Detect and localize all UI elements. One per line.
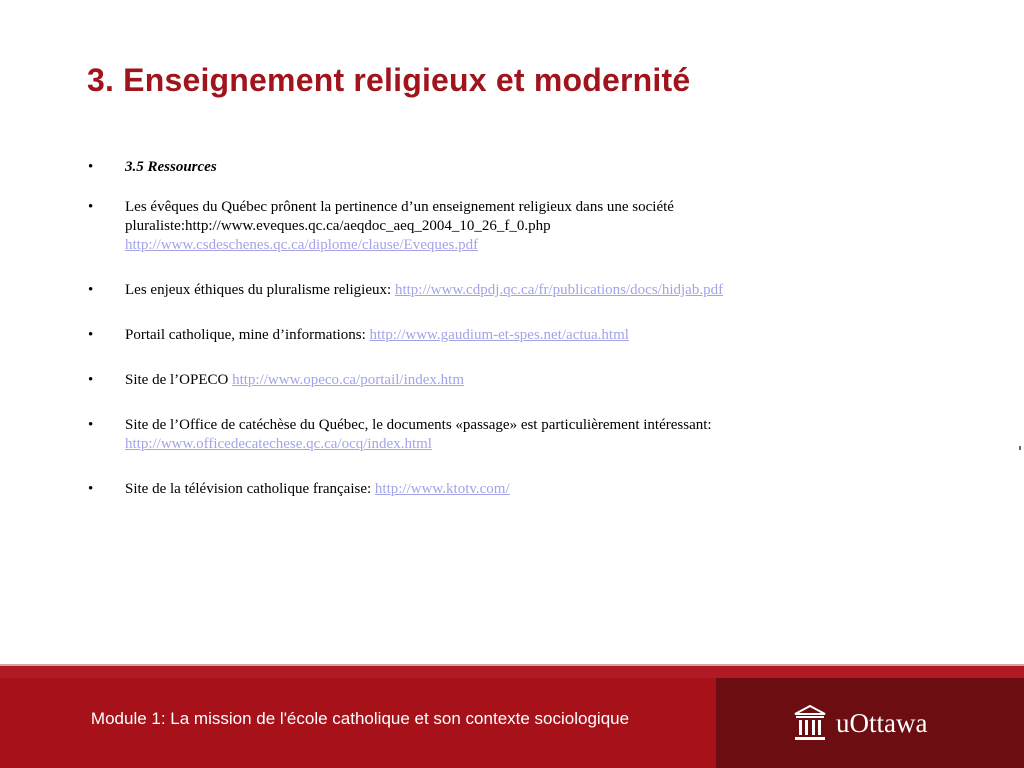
bullet-item-office-catechese xyxy=(88,416,888,454)
bullet-item-enjeux xyxy=(88,281,888,300)
bullet-symbol: • xyxy=(88,282,94,298)
uottawa-logo xyxy=(792,702,927,744)
bullet-text: Les enjeux éthiques du pluralisme religieux: xyxy=(125,282,392,298)
footer-band xyxy=(0,666,1024,678)
bullet-item-opeco xyxy=(88,371,888,390)
bullet-symbol: • xyxy=(88,159,94,175)
bullet-item-television xyxy=(88,480,888,499)
link-cdpdj[interactable]: http://www.cdpdj.qc.ca/fr/publications/docs/hidjab.pdf xyxy=(394,282,724,298)
bullet-symbol: • xyxy=(88,372,94,388)
link-gaudium[interactable]: http://www.gaudium-et-spes.net/actua.html xyxy=(369,327,629,343)
link-ktotv[interactable]: http://www.ktotv.com/ xyxy=(374,481,510,497)
module-title: Module 1: La mission de l'école catholique et son contexte sociologique xyxy=(90,709,630,728)
link-eveques-pdf[interactable]: http://www.csdeschenes.qc.ca/diplome/clause/Eveques.pdf xyxy=(125,237,479,253)
university-building-icon xyxy=(792,703,828,743)
bullet-symbol: • xyxy=(88,199,94,215)
bullet-text: Portail catholique, mine d’informations: xyxy=(125,327,366,343)
bullet-symbol: • xyxy=(88,417,94,433)
bullet-list xyxy=(88,158,888,499)
bullet-symbol: • xyxy=(88,327,94,343)
section-heading: 3.5 Ressources xyxy=(125,159,217,175)
link-opeco[interactable]: http://www.opeco.ca/portail/index.htm xyxy=(232,372,464,388)
bullet-text: Site de la télévision catholique française: xyxy=(125,481,372,497)
link-office-catechese[interactable]: http://www.officedecatechese.qc.ca/ocq/index.html xyxy=(125,436,432,452)
bullet-text: Site de l’OPECO xyxy=(125,372,229,388)
slide-title: 3. Enseignement religieux et modernité xyxy=(87,62,691,98)
bullet-item-eveques xyxy=(88,198,888,255)
logo-wordmark: uOttawa xyxy=(836,707,928,738)
edge-mark xyxy=(1019,446,1021,450)
bullet-text: Les évêques du Québec prônent la pertinence d’un enseignement religieux dans une société pluraliste:http://www.eveques.qc.ca/aeqdoc_aeq_2004_10_26_f_0.php xyxy=(125,199,674,234)
bullet-text: Site de l’Office de catéchèse du Québec, le documents «passage» est particulièrement intéressant: xyxy=(125,417,712,433)
bullet-item-portail xyxy=(88,326,888,345)
bullet-item-ressources xyxy=(88,158,888,177)
bullet-symbol: • xyxy=(88,481,94,497)
